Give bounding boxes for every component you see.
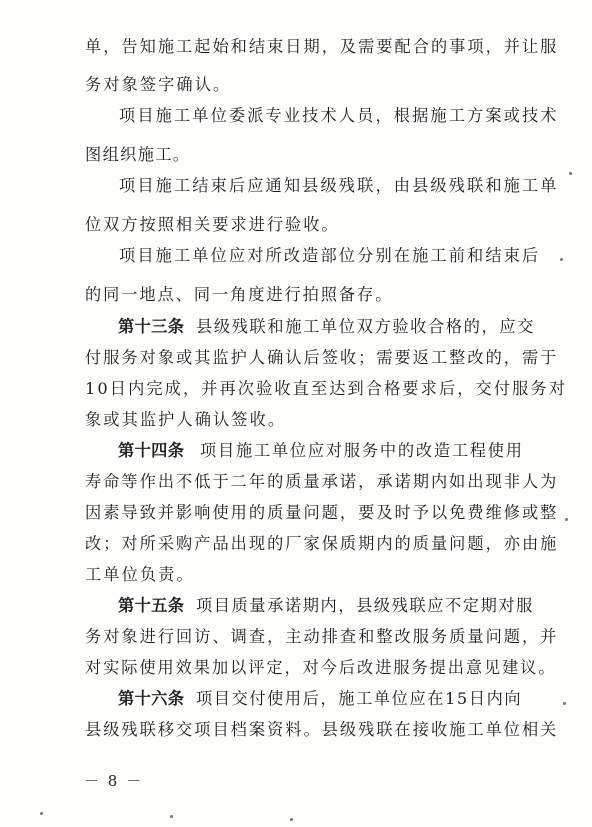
body-text-line: 改；对所采购产品出现的厂家保质期内的质量问题，亦由施: [85, 534, 559, 553]
article-heading: 第十三条: [118, 317, 185, 336]
scan-speck: [170, 815, 173, 818]
scan-speck: [565, 518, 568, 521]
body-text-line: 县级残联移交项目档案资料。县级残联在接收施工单位相关: [85, 720, 559, 739]
body-text-line: 位双方按照相关要求进行验收。: [85, 215, 340, 234]
body-text-line: 单，告知施工起始和结束日期，及需要配合的事项，并让服: [85, 37, 559, 56]
scan-speck: [40, 812, 43, 815]
body-text-line: 项目施工单位应对所改造部位分别在施工前和结束后: [119, 246, 541, 265]
article-heading: 第十六条: [118, 689, 185, 708]
body-text-line: 项目交付使用后，施工单位应在15日内向: [196, 689, 523, 708]
body-text-line: 图组织施工。: [85, 145, 191, 164]
scan-speck: [563, 702, 566, 705]
scan-speck: [560, 258, 563, 261]
body-text-line: 象或其监护人确认签收。: [85, 410, 287, 429]
body-text-line: 项目施工结束后应通知县级残联，由县级残联和施工单: [119, 176, 559, 195]
scan-speck: [290, 818, 293, 821]
page-number: － 8 －: [84, 772, 144, 790]
body-text-line: 项目质量承诺期内，县级残联应不定期对服: [196, 596, 534, 615]
body-text-line: 付服务对象或其监护人确认后签收；需要返工整改的，需于: [85, 348, 559, 367]
body-text-line: 县级残联和施工单位双方验收合格的，应交: [196, 317, 536, 336]
scan-speck: [569, 172, 572, 175]
body-text-line: 对实际使用效果加以评定，对今后改进服务提出意见建议。: [85, 658, 557, 677]
body-text-line: 的同一地点、同一角度进行拍照备存。: [85, 285, 394, 304]
body-text-line: 工单位负责。: [85, 565, 195, 584]
body-text-line: 项目施工单位委派专业技术人员，根据施工方案或技术: [119, 106, 559, 125]
body-text-line: 寿命等作出不低于二年的质量承诺，承诺期内如出现非人为: [85, 472, 559, 491]
body-text-line: 项目施工单位应对服务中的改造工程使用: [200, 441, 524, 460]
body-text-line: 因素导致并影响使用的质量问题，要及时予以免费维修或整: [85, 503, 559, 522]
article-heading: 第十五条: [118, 596, 185, 615]
body-text-line: 务对象进行回访、调查，主动排查和整改服务质量问题，并: [85, 627, 559, 646]
article-heading: 第十四条: [118, 441, 185, 460]
body-text-line: 务对象签字确认。: [85, 75, 232, 94]
body-text-line: 10日内完成，并再次验收直至达到合格要求后，交付服务对: [85, 379, 567, 398]
